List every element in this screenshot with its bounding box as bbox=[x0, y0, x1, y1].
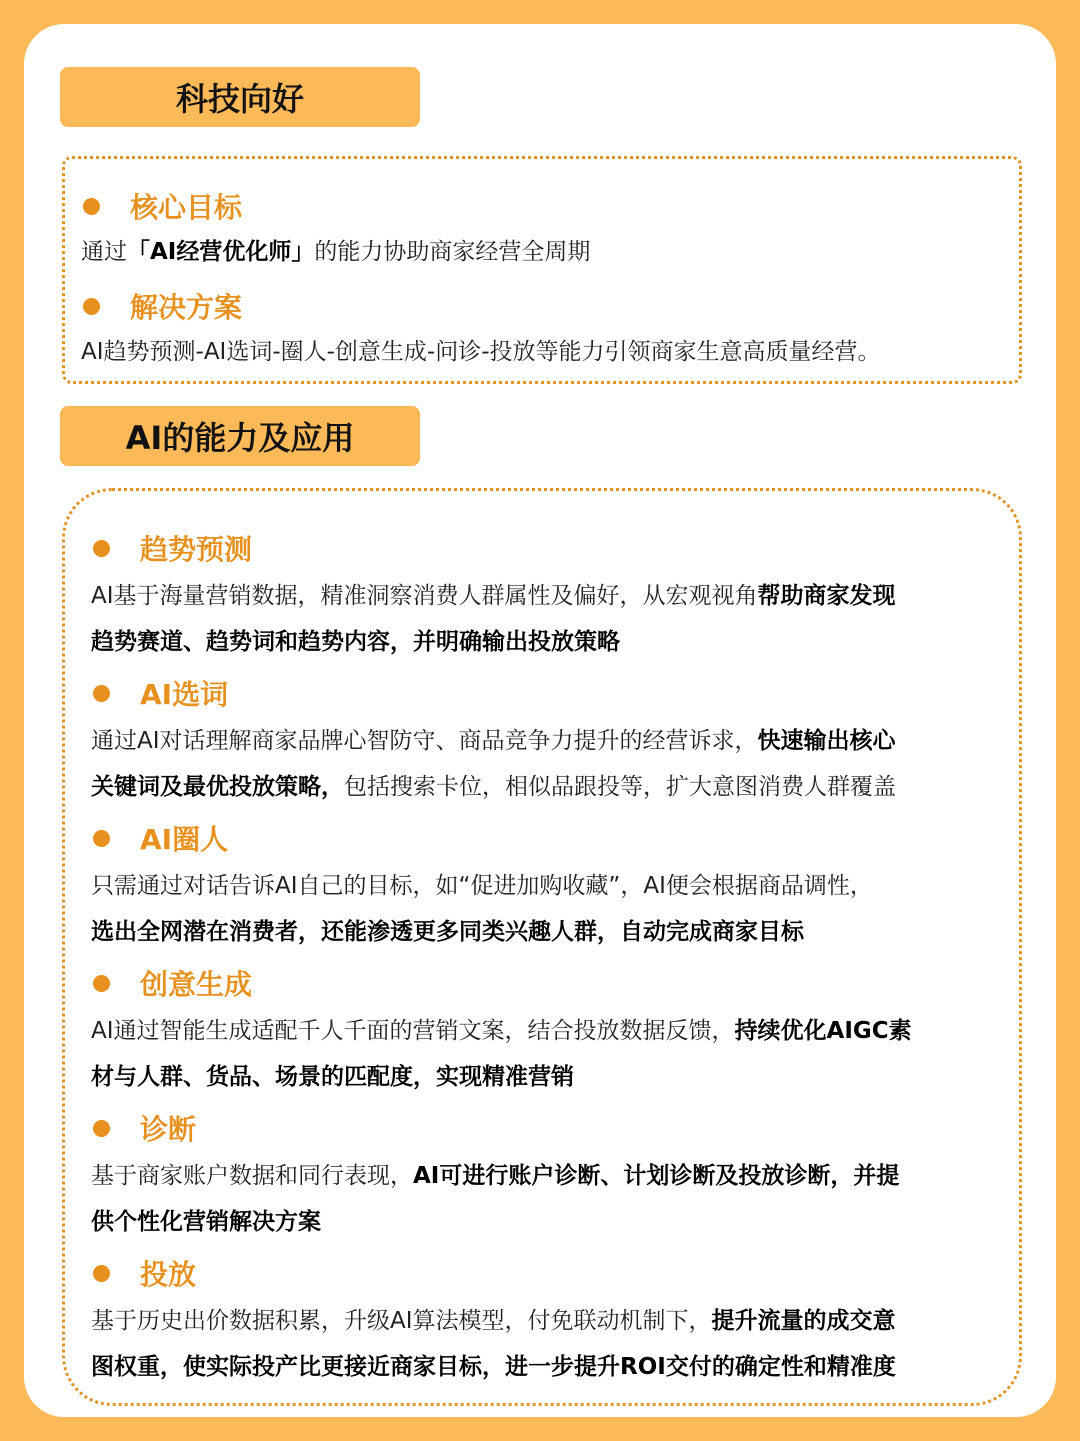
heading-trend-forecast bbox=[93, 523, 252, 573]
bullet-dot-icon bbox=[93, 540, 110, 557]
text-delivery: 基于历史出价数据积累，升级AI算法模型，付免联动机制下，提升流量的成交意 图权重，使实际投产比更接近商家目标，进一步提升ROI交付的确定性和精准度 bbox=[91, 1308, 896, 1380]
text-creative-generation: AI通过智能生成适配千人千面的营销文案，结合投放数据反馈，持续优化AIGC素 材与人群、货品、场景的匹配度，实现精准营销 bbox=[91, 1018, 912, 1090]
heading-delivery bbox=[93, 1248, 196, 1298]
bullet-dot-icon bbox=[93, 830, 110, 847]
text-trend-forecast: AI基于海量营销数据，精准洞察消费人群属性及偏好，从宏观视角帮助商家发现 趋势赛道、趋势词和趋势内容，并明确输出投放策略 bbox=[91, 583, 896, 655]
text-ai-targeting: 只需通过对话告诉AI自己的目标，如“促进加购收藏”，AI便会根据商品调性， 选出全网潜在消费者，还能渗透更多同类兴趣人群，自动完成商家目标 bbox=[91, 873, 873, 945]
heading-label: 投放 bbox=[140, 1258, 197, 1291]
section-title-tech bbox=[60, 67, 420, 127]
heading-creative-generation bbox=[93, 958, 252, 1008]
bullet-dot-icon bbox=[93, 685, 110, 702]
heading-label: 诊断 bbox=[140, 1113, 197, 1146]
heading-ai-targeting bbox=[93, 813, 228, 863]
bullet-dot-icon bbox=[83, 198, 100, 215]
section-title-text: 科技向好 bbox=[175, 80, 304, 118]
heading-solution bbox=[83, 281, 242, 331]
text-core-goal: 通过「AI经营优化师」的能力协助商家经营全周期 bbox=[81, 239, 591, 265]
section-box-ai-capabilities bbox=[62, 488, 1022, 1406]
section-box-tech bbox=[62, 156, 1022, 384]
heading-core-goal bbox=[83, 181, 242, 231]
section-title-text: AI的能力及应用 bbox=[125, 419, 355, 457]
heading-label: 趋势预测 bbox=[140, 533, 253, 566]
heading-diagnosis bbox=[93, 1103, 196, 1153]
bullet-dot-icon bbox=[93, 975, 110, 992]
heading-ai-keywords bbox=[93, 668, 228, 718]
section-title-ai-capabilities bbox=[60, 406, 420, 466]
heading-label: AI选词 bbox=[140, 678, 229, 711]
bullet-dot-icon bbox=[93, 1120, 110, 1137]
heading-label: AI圈人 bbox=[140, 823, 229, 856]
heading-label: 创意生成 bbox=[140, 968, 253, 1001]
text-diagnosis: 基于商家账户数据和同行表现，AI可进行账户诊断、计划诊断及投放诊断，并提 供个性化营销解决方案 bbox=[91, 1163, 900, 1235]
text-ai-keywords: 通过AI对话理解商家品牌心智防守、商品竞争力提升的经营诉求，快速输出核心 关键词及最优投放策略，包括搜索卡位，相似品跟投等，扩大意图消费人群覆盖 bbox=[91, 728, 896, 800]
heading-label: 解决方案 bbox=[130, 291, 243, 324]
bullet-dot-icon bbox=[83, 298, 100, 315]
heading-label: 核心目标 bbox=[130, 191, 243, 224]
bullet-dot-icon bbox=[93, 1265, 110, 1282]
text-solution: AI趋势预测-AI选词-圈人-创意生成-问诊-投放等能力引领商家生意高质量经营。 bbox=[81, 339, 881, 365]
